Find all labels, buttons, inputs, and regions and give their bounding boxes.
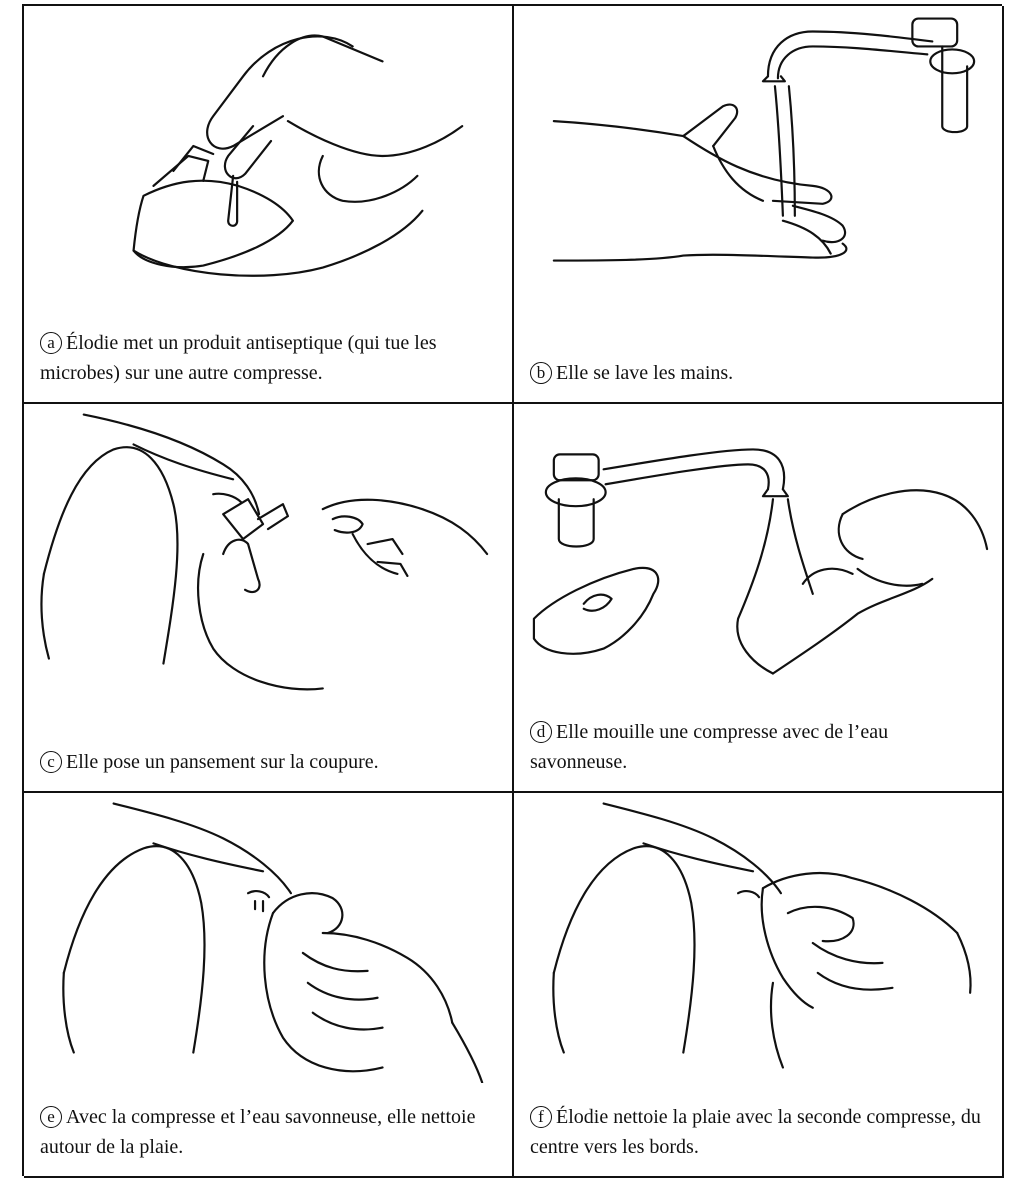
step-letter-b: b bbox=[530, 362, 552, 384]
antiseptic-bottle-illustration bbox=[24, 6, 512, 296]
caption-b bbox=[530, 358, 988, 388]
hand-washing-illustration bbox=[514, 6, 1002, 296]
step-letter-f: f bbox=[530, 1106, 552, 1128]
caption-f bbox=[530, 1102, 988, 1162]
caption-text-f: Élodie nettoie la plaie avec la seconde compresse, du centre vers les bords. bbox=[530, 1106, 981, 1158]
instruction-sheet bbox=[22, 4, 1002, 1176]
step-letter-c: c bbox=[40, 751, 62, 773]
caption-d bbox=[530, 717, 988, 777]
cleaning-around-wound-illustration bbox=[24, 793, 512, 1083]
panel-d bbox=[514, 404, 1004, 793]
caption-c bbox=[40, 747, 498, 777]
caption-text-e: Avec la compresse et l’eau savonneuse, elle nettoie autour de la plaie. bbox=[40, 1106, 476, 1158]
caption-text-d: Elle mouille une compresse avec de l’eau savonneuse. bbox=[530, 721, 889, 773]
step-letter-d: d bbox=[530, 721, 552, 743]
panel-c bbox=[24, 404, 514, 793]
caption-text-c: Elle pose un pansement sur la coupure. bbox=[66, 751, 379, 773]
step-letter-e: e bbox=[40, 1106, 62, 1128]
bandage-application-illustration bbox=[24, 404, 512, 694]
panel-e bbox=[24, 793, 514, 1178]
caption-a bbox=[40, 328, 498, 388]
soapy-water-compress-illustration bbox=[514, 404, 1002, 694]
panel-a bbox=[24, 6, 514, 404]
caption-text-a: Élodie met un produit antiseptique (qui tue les microbes) sur une autre compresse. bbox=[40, 332, 437, 384]
step-letter-a: a bbox=[40, 332, 62, 354]
cleaning-wound-center-to-edges-illustration bbox=[514, 793, 1002, 1083]
panel-f bbox=[514, 793, 1004, 1178]
caption-e bbox=[40, 1102, 498, 1162]
caption-text-b: Elle se lave les mains. bbox=[556, 362, 734, 384]
panel-b bbox=[514, 6, 1004, 404]
